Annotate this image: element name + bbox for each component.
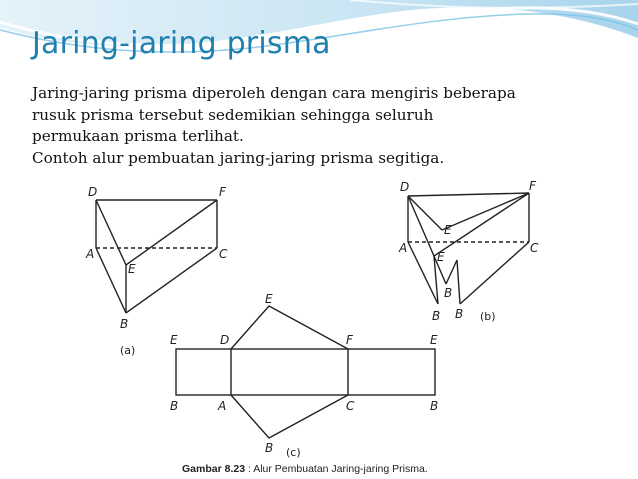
label-c-B-left: B bbox=[170, 399, 179, 413]
label-c-E-top: E bbox=[265, 292, 273, 306]
label-b-A: A bbox=[399, 241, 408, 255]
figure-caption bbox=[182, 463, 428, 475]
label-a-D: D bbox=[88, 185, 98, 199]
label-b-B-mid: B bbox=[444, 286, 453, 300]
paragraph-line-2: rusuk prisma tersebut sedemikian sehingga seluruh bbox=[32, 105, 434, 124]
tag-b: (b) bbox=[480, 310, 496, 323]
prism-net-figure bbox=[82, 176, 546, 479]
label-b-E-low: E bbox=[437, 250, 445, 264]
label-c-A: A bbox=[218, 399, 227, 413]
label-c-B-right: B bbox=[430, 399, 439, 413]
slide-body-text bbox=[32, 83, 612, 169]
label-c-E-right: E bbox=[430, 333, 438, 347]
label-c-C: C bbox=[346, 399, 355, 413]
label-c-D: D bbox=[220, 333, 230, 347]
label-a-F: F bbox=[219, 185, 226, 199]
paragraph-line-1: Jaring-jaring prisma diperoleh dengan cara mengiris beberapa bbox=[32, 84, 516, 102]
tag-a: (a) bbox=[120, 344, 136, 357]
label-b-B2: B bbox=[455, 307, 464, 321]
tag-c: (c) bbox=[286, 446, 301, 459]
label-a-B: B bbox=[120, 317, 129, 331]
label-b-B1: B bbox=[432, 309, 441, 323]
label-b-C: C bbox=[530, 241, 539, 255]
label-c-E-left: E bbox=[170, 333, 178, 347]
caption-number: Gambar 8.23 bbox=[182, 463, 246, 475]
label-c-F: F bbox=[346, 333, 353, 347]
label-b-D: D bbox=[400, 180, 410, 194]
label-a-A: A bbox=[86, 247, 95, 261]
slide-title: Jaring-jaring prisma bbox=[32, 26, 331, 61]
label-c-B-bottom: B bbox=[265, 441, 274, 455]
label-a-C: C bbox=[219, 247, 228, 261]
label-b-E-top: E bbox=[444, 223, 452, 237]
paragraph-line-4: Contoh alur pembuatan jaring-jaring prisma segitiga. bbox=[32, 148, 445, 167]
paragraph-line-3: permukaan prisma terlihat. bbox=[32, 127, 244, 145]
label-b-F: F bbox=[529, 179, 536, 193]
caption-text: : Alur Pembuatan Jaring-jaring Prisma. bbox=[245, 463, 428, 475]
label-a-E: E bbox=[128, 262, 136, 276]
